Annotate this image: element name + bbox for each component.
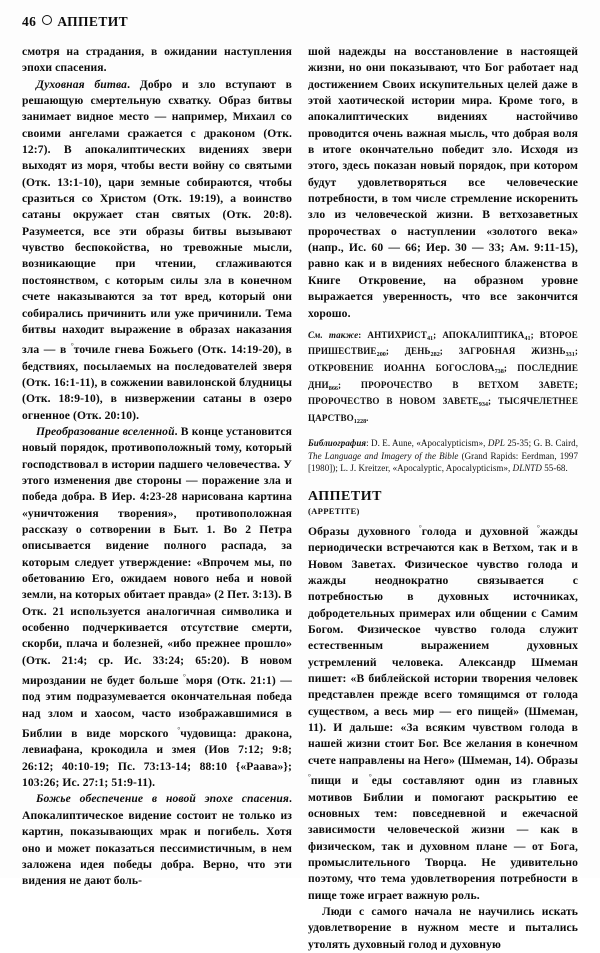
paragraph-appetite-1 xyxy=(308,520,578,904)
see-also-entry[interactable] xyxy=(361,380,575,390)
cross-reference-term[interactable]: моря xyxy=(185,674,213,688)
paragraph-text-1: Образы духовного xyxy=(308,525,419,539)
paragraph-text-3: : дракона, левиафана, крокодила и змея (Иов 7:12; 9:8; 26:12; 40:10-19; Пс. 73:13-14; 88:10 {«Раава»}; 103:26; Ис. 27:1; 51:9-11). xyxy=(22,727,292,790)
see-also-entry-page: 738 xyxy=(494,368,504,376)
bibliography-title-2: The Language and Imagery of the Bible xyxy=(308,450,459,461)
see-also-entry-separator: ; xyxy=(488,396,498,407)
paragraph-text: Люди с самого начала не научились искать удовлетворение в нужном месте и пытались утолять духовный голод и духовную xyxy=(308,904,578,951)
paragraph-carryover xyxy=(22,44,292,77)
bibliography-text-3: (Grand Rapids: Eerdman, 1997 [1980]); L. J. Kreitzer, «Apocalyptic, Apocalypticism», xyxy=(308,450,578,473)
paragraph-text: . Апокалиптическое видение состоит не только из картин, показывающих мрак и погибель. Хотя оно и может показаться пессимистичным, в нем заложена идея победы добра. Верно, что эти видения не дают боль- xyxy=(22,792,292,888)
cross-reference-term[interactable]: жажды xyxy=(539,525,578,539)
page-number: 46 xyxy=(22,14,37,29)
cross-reference-marker-icon: ° xyxy=(537,524,540,533)
entry-subtitle-appetite: (APPETITE) xyxy=(308,506,360,517)
bibliography-block xyxy=(308,437,578,474)
see-also-entry[interactable] xyxy=(308,396,489,409)
cross-reference-marker-icon: ° xyxy=(70,342,74,351)
see-also-entry-label: ПРОРОЧЕСТВО В ВЕТХОМ ЗАВЕТЕ xyxy=(360,379,575,390)
see-also-entry[interactable] xyxy=(404,346,440,359)
left-column xyxy=(22,44,293,888)
see-also-entry-label: ВТОРОЕ ПРИШЕСТВИЕ xyxy=(308,329,578,357)
see-also-entry[interactable] xyxy=(442,330,530,340)
see-also-entry-page: 41 xyxy=(426,334,434,342)
run-in-heading-spiritual-battle: Духовная битва xyxy=(36,77,128,91)
paragraph-text: . В конце установится новый порядок, противоположный тому, который господствовал в истории падшего человечества. У этого изменения две стороны — поражение зла и победа добра. В Иер. 4:23-28 нарисована картина «уничтожения творения», противоположная рассказу о сотворении в Быт. 1. Во 2 Петра описывается видение полного распада, за которым следует утверждение: «Впрочем мы, по обетованию Его, ожидаем нового неба и новой земли, на которых обитает правда» (2 Пет. 3:13). В Отк. 21 используется аналогичная символика и особенно подчеркивается отсутствие смерти, скорби, плача и болезней, «ибо прежнее прошло» (Отк. 21:4; ср. Ис. 33:24; 65:20). В новом мироздании не будет больше xyxy=(22,424,292,688)
paragraph-text: . Добро и зло вступают в решающую смертельную схватку. Образ битвы занимает видное место — например, Михаил со своими ангелами сражается с драконом (Отк. 12:7). В апокалиптических видениях звери выходят из моря, чтобы вести войну со святыми (Отк. 13:1-10), цари земные собираются, чтобы сразиться со Христом (Отк. 19:19), а воинство сатаны окружает стан святых (Отк. 20:8). Разумеется, все эти образы битвы вызывают чувство беспокойства, но тревожные мысли, возникающие при чтении, сглаживаются постоянством, с которым силы зла в конечном счете наказываются за тот вред, который они собирались причинить или уже причинили. Тема битвы находит выражение в образах наказания зла — в xyxy=(22,77,292,357)
see-also-entry-separator: . xyxy=(366,412,369,423)
bibliography-text-1: D. E. Aune, «Apocalypticism», xyxy=(371,438,488,449)
paragraph-carryover-right xyxy=(308,44,578,322)
see-also-entry-label: АНТИХРИСТ xyxy=(367,329,427,340)
see-also-entry-label: ТЫСЯЧЕЛЕТНЕЕ ЦАРСТВО xyxy=(308,396,578,423)
cross-reference-marker-icon: ° xyxy=(183,673,186,682)
bibliography-label: Библиография xyxy=(308,438,367,449)
cross-reference-term[interactable]: чудовища xyxy=(180,727,233,741)
see-also-entry-separator: ; xyxy=(574,379,578,390)
see-also-entry-separator: ; xyxy=(530,329,540,340)
right-column xyxy=(308,44,578,951)
cross-reference-term[interactable]: голода xyxy=(421,525,457,539)
run-in-heading-gods-provision: Божье обеспечение в новой эпохе спасения xyxy=(36,792,289,806)
see-also-entry-page: 200 xyxy=(376,351,386,359)
see-also-entry-page: 934 xyxy=(478,401,489,409)
running-head xyxy=(22,14,128,30)
see-also-entry[interactable] xyxy=(458,346,575,359)
see-also-entry-separator: ; xyxy=(574,346,578,357)
running-head-title: АППЕТИТ xyxy=(57,14,129,29)
paragraph-text-2: (Отк. 21:1) — под этим подразумевается окончательная победа над злом и хаосом, часто изображавшимися в Библии в виде морского xyxy=(22,674,292,741)
paragraph-text-3: периодически встречаются как в Ветхом, так и в Новом Заветах. Физическое чувство голода и жажды неоднократно связывается с потребностью в духовных источниках, добродетельных примерах или общении с Самим Богом. Физическое чувство голода служит естественным выражением духовных устремлений человека. Александр Шмеман пишет: «В библейской истории творения человек представлен прежде всего томящимся от голода существом, а весь мир — его пищей» (Шмеман, 11). И дальше: «За всяким чувством голода в нашей жизни стоит Бог. Все желания в конечном счете направлены на Него» (Шмеман, 14). Образы xyxy=(308,541,578,767)
cross-reference-marker-icon: ° xyxy=(308,773,311,782)
cross-reference-marker-icon: ° xyxy=(418,524,422,533)
see-also-entry-label: ДЕНЬ xyxy=(404,346,431,357)
run-in-heading-transformation: Преобразование вселенной xyxy=(36,424,175,438)
see-also-entry[interactable] xyxy=(367,330,433,340)
see-also-separator: : xyxy=(358,329,368,340)
see-also-entry-label: ПОСЛЕДНИЕ ДНИ xyxy=(308,363,578,390)
see-also-label: См. также xyxy=(308,329,359,340)
bibliography-title-1: DPL xyxy=(487,438,505,449)
bibliography-text-4: 55-68. xyxy=(541,462,568,473)
entry-title-appetite: АППЕТИТ xyxy=(308,489,382,505)
cross-reference-term[interactable]: пищи xyxy=(310,774,342,788)
see-also-entry[interactable] xyxy=(308,363,504,376)
see-also-entry-separator: ; xyxy=(433,329,443,340)
see-also-entry-label: ОТКРОВЕНИЕ ИОАННА БОГОСЛОВА xyxy=(308,363,495,374)
see-also-entry-separator: ; xyxy=(503,363,518,374)
cross-reference-term[interactable]: еды xyxy=(371,774,392,788)
see-also-block xyxy=(308,329,578,429)
paragraph-text: смотря на страдания, в ожидании наступления эпохи спасения. xyxy=(22,45,292,75)
bibliography-separator: : xyxy=(366,438,372,449)
cross-reference-marker-icon: ° xyxy=(368,773,372,782)
paragraph-spiritual-battle xyxy=(22,77,292,424)
see-also-entry-separator: ; xyxy=(439,346,459,357)
paragraph-text-2: и духовной xyxy=(456,525,538,539)
see-also-entry-page: 41 xyxy=(524,334,531,342)
cross-reference-marker-icon: ° xyxy=(177,726,181,735)
bibliography-text-2: 25-35; G. B. Caird, xyxy=(504,438,578,449)
see-also-entry-label: АПОКАЛИПТИКА xyxy=(442,329,525,340)
paragraph-text: шой надежды на восстановление в настоящей жизни, но они показывают, что Бог работает над достижением Своих искупительных целей даже в этой хаотической истории мира. Кроме того, в апокалиптических видениях настойчиво проводится очень важная мысль, что добрая воля в итоге окончательно победит зло. Исходя из этого, здесь показан новый порядок, при котором будут удовлетворяться все человеческие потребности, в том числе стремление искоренить зло из человеческой жизни. В ветхозаветных пророчествах о наступлении «золотого века» (напр., Ис. 60 — 66; Иер. 30 — 33; Ам. 9:11-15), равно как и в видениях небесного блаженства в Книге Откровение, на образном уровне выражается уверенность, что все закончится хорошо. xyxy=(308,45,578,320)
two-column-body xyxy=(22,44,578,951)
paragraph-appetite-2 xyxy=(308,904,578,953)
see-also-entry-page: 282 xyxy=(430,351,440,359)
circle-dingbat-icon xyxy=(42,15,52,25)
see-also-entry-label: ПРОРОЧЕСТВО В НОВОМ ЗАВЕТЕ xyxy=(308,396,479,407)
paragraph-transformation xyxy=(22,424,292,792)
paragraph-gods-provision xyxy=(22,791,292,889)
see-also-entry-separator: ; xyxy=(385,346,405,357)
paragraph-text-2: гнева Божьего (Отк. 14:19-20), в бедствиях, посылаемых на последователей зверя (Отк. 16:1-11), в сожжении вавилонской блудницы (Отк. 18:9-10), в низвержении сатаны в озеро огненное (Отк. 20:10). xyxy=(22,343,293,422)
paragraph-text-5: составляют один из главных мотивов Библии и помогают раскрытию ее основных тем: повседневной и ежечасной зависимости человеческой жизни — как в физическом, так и духовном плане — от Бога, промыслительного Творца. Не удивительно поэтому, что тема удовлетворения потребности в пище тоже играет важную роль. xyxy=(308,774,578,902)
see-also-entry-label: ЗАГРОБНАЯ ЖИЗНЬ xyxy=(458,346,566,357)
paragraph-text-4: и xyxy=(341,774,369,788)
see-also-entry-page: 331 xyxy=(565,351,575,359)
cross-reference-term[interactable]: точиле xyxy=(73,343,111,357)
see-also-entry-page: 1228 xyxy=(353,417,367,425)
see-also-entry-separator: ; xyxy=(338,379,361,390)
bibliography-title-3: DLNTD xyxy=(512,462,542,473)
see-also-entry-page: 866 xyxy=(328,384,338,392)
see-also-entry-list xyxy=(308,330,578,423)
